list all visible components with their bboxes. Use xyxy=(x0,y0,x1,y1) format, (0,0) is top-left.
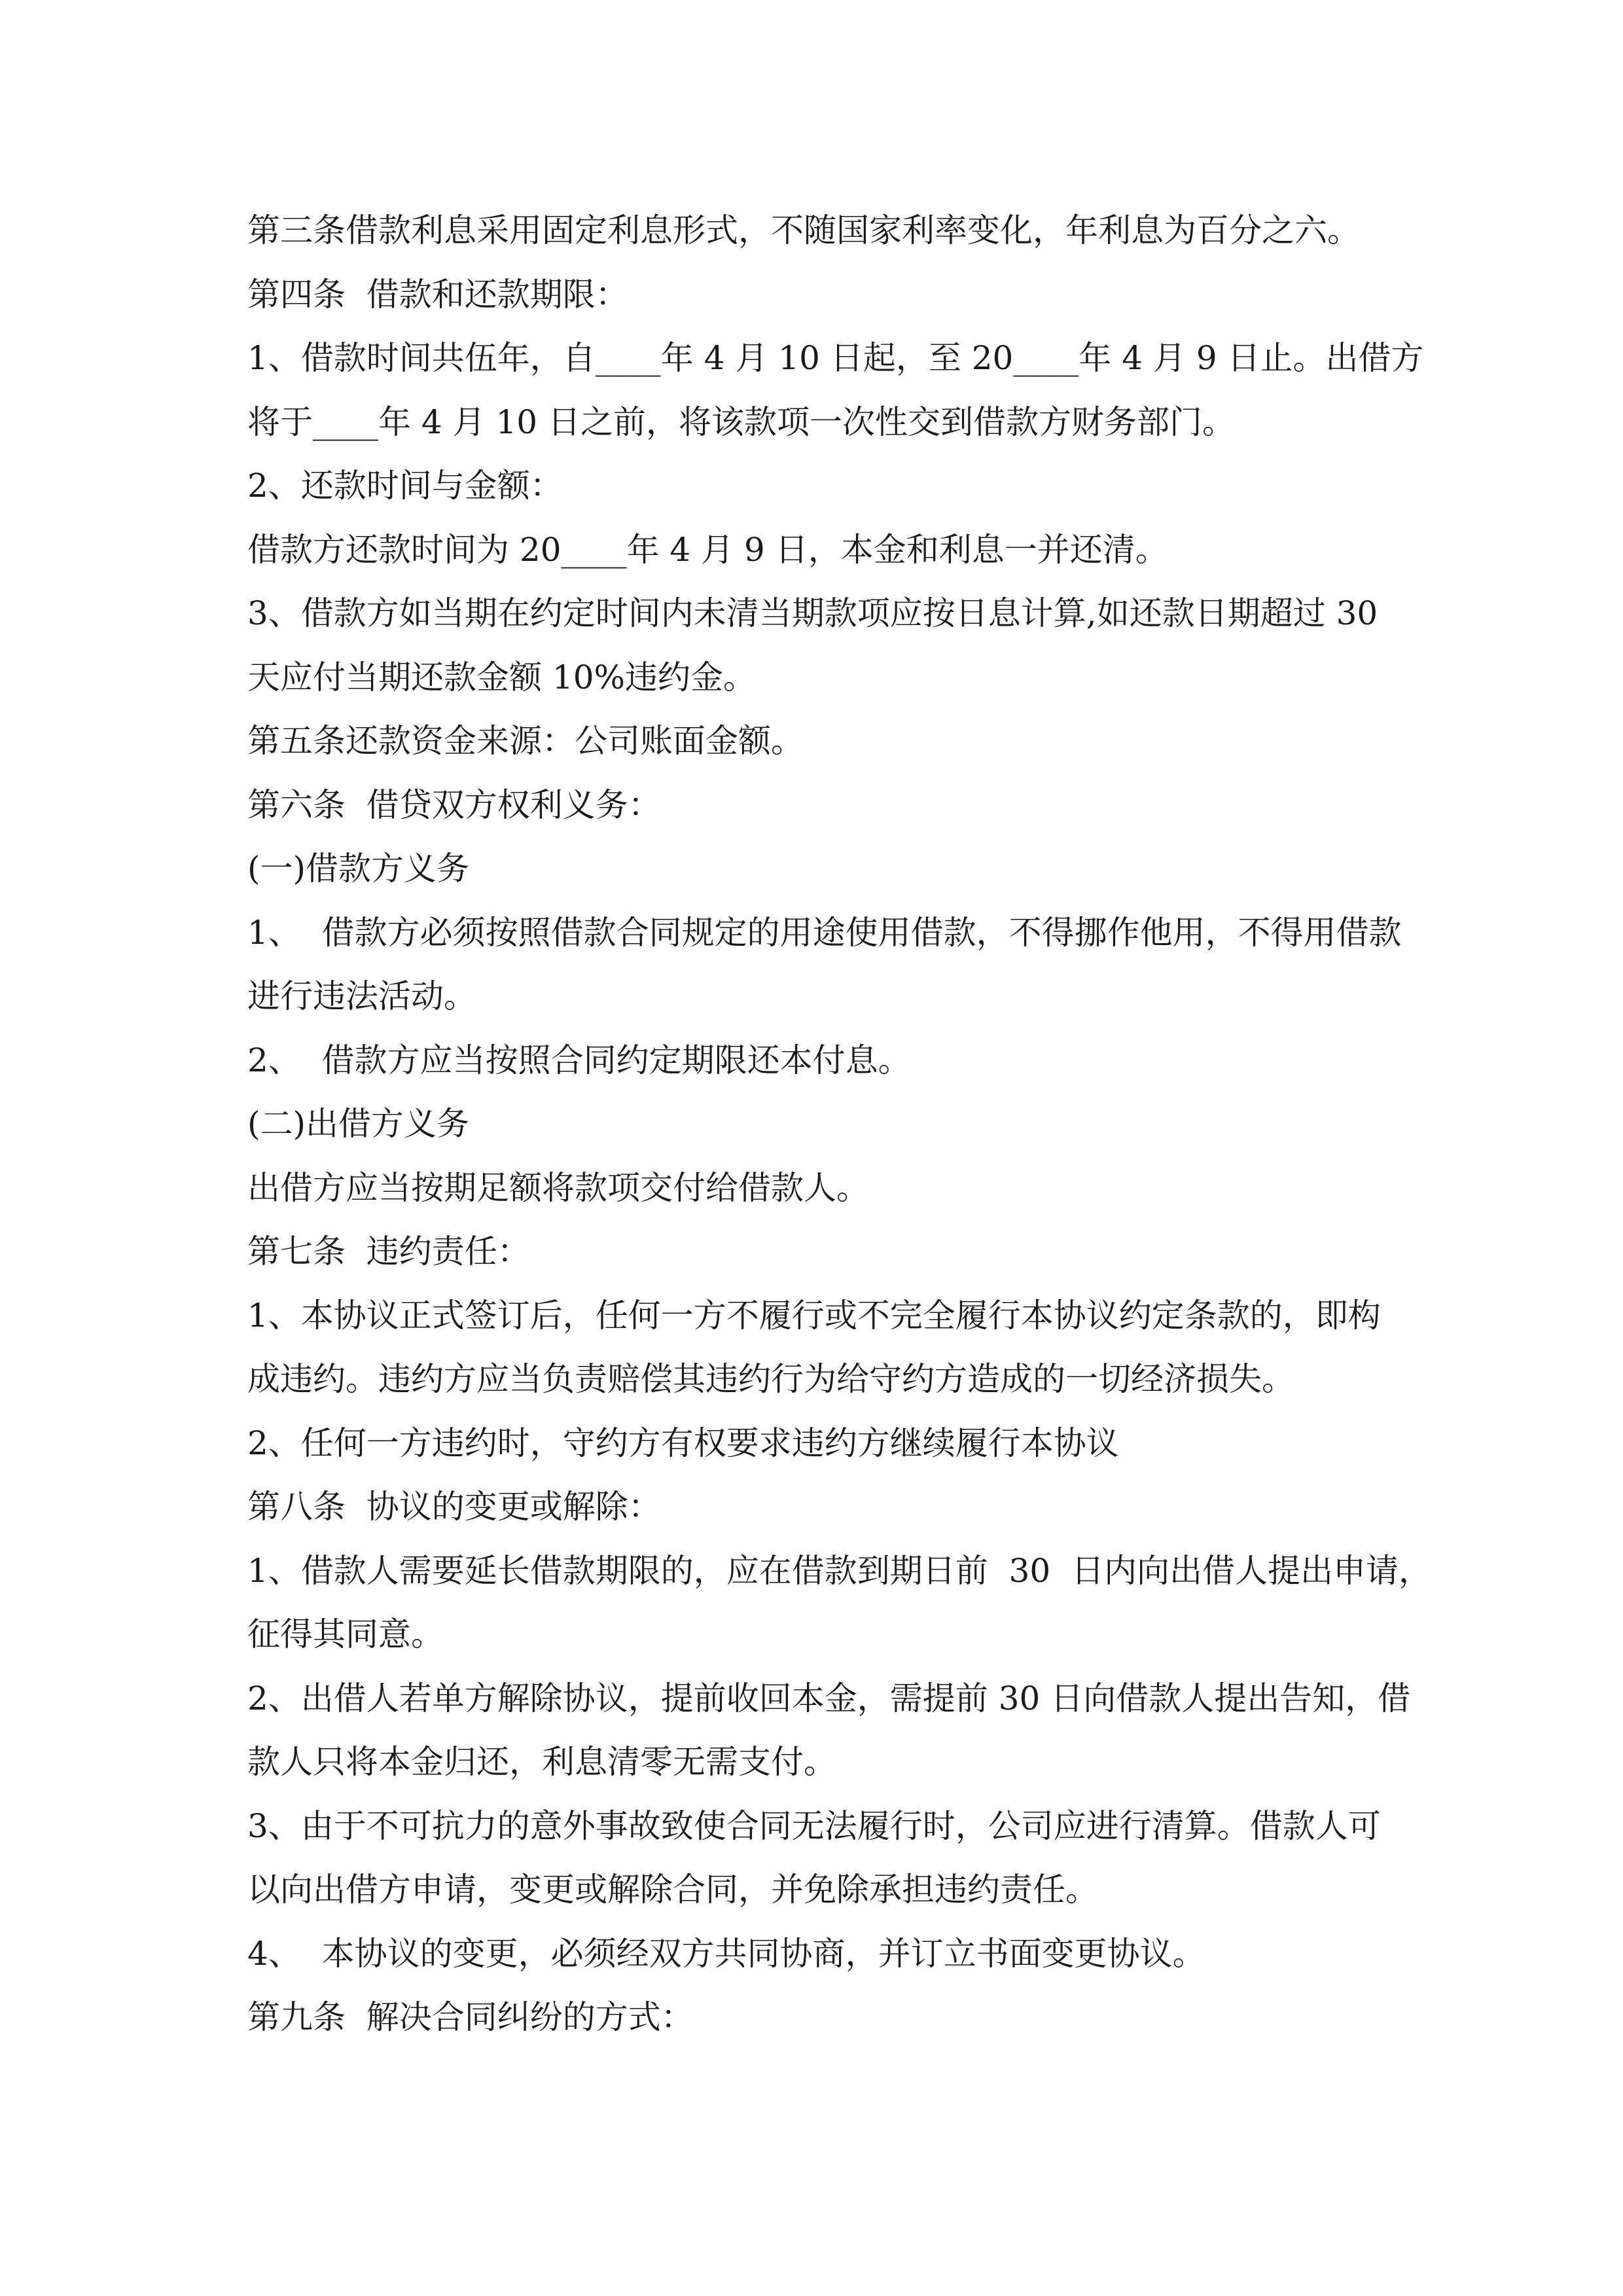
text-line: 第六条 借贷双方权利义务： xyxy=(247,785,661,824)
text-line: 借款方还款时间为 20____年 4 月 9 日，本金和利息一并还清。 xyxy=(247,530,1168,569)
text-line: 将于____年 4 月 10 日之前，将该款项一次性交到借款方财务部门。 xyxy=(247,403,1236,441)
text-line: 征得其同意。 xyxy=(247,1615,444,1653)
text-line: 第三条借款利息采用固定利息形式，不随国家利率变化，年利息为百分之六。 xyxy=(247,211,1360,249)
text-line: 第九条 解决合同纠纷的方式： xyxy=(247,1998,694,2036)
text-line: 出借方应当按期足额将款项交付给借款人。 xyxy=(247,1168,869,1207)
text-line: (一)借款方义务 xyxy=(247,850,470,888)
text-line: 2、还款时间与金额： xyxy=(247,467,563,505)
text-line: 4、 本协议的变更，必须经双方共同协商，并订立书面变更协议。 xyxy=(247,1934,1205,1973)
text-line: 第七条 违约责任： xyxy=(247,1232,530,1270)
text-line: 1、借款人需要延长借款期限的，应在借款到期日前 30 日内向出借人提出申请， xyxy=(247,1551,1432,1590)
text-line: 以向出借方申请，变更或解除合同，并免除承担违约责任。 xyxy=(247,1871,1098,1909)
text-line: 第八条 协议的变更或解除： xyxy=(247,1488,661,1526)
text-line: 款人只将本金归还，利息清零无需支付。 xyxy=(247,1743,836,1781)
text-line: 1、 借款方必须按照借款合同规定的用途使用借款，不得挪作他用，不得用借款 xyxy=(247,913,1402,952)
text-line: 2、 借款方应当按照合同约定期限还本付息。 xyxy=(247,1041,911,1079)
text-line: 2、出借人若单方解除协议，提前收回本金，需提前 30 日向借款人提出告知，借 xyxy=(247,1679,1411,1717)
text-line: 第五条还款资金来源：公司账面金额。 xyxy=(247,722,804,760)
text-line: 进行违法活动。 xyxy=(247,977,476,1015)
text-line: 1、本协议正式签订后，任何一方不履行或不完全履行本协议约定条款的，即构 xyxy=(247,1296,1381,1335)
text-line: 成违约。违约方应当负责赔偿其违约行为给守约方造成的一切经济损失。 xyxy=(247,1360,1294,1398)
text-line: 1、借款时间共伍年，自____年 4 月 10 日起，至 20____年 4 月 9 日止。出借方 xyxy=(247,339,1424,377)
document-body xyxy=(247,199,1432,2050)
text-line: 3、由于不可抗力的意外事故致使合同无法履行时，公司应进行清算。借款人可 xyxy=(247,1806,1381,1845)
text-line: (二)出借方义务 xyxy=(247,1105,470,1143)
text-line: 3、借款方如当期在约定时间内未清当期款项应按日息计算,如还款日期超过 30 xyxy=(247,594,1378,632)
text-line: 第四条 借款和还款期限： xyxy=(247,275,628,314)
text-line: 天应付当期还款金额 10%违约金。 xyxy=(247,658,757,696)
text-line: 2、任何一方违约时，守约方有权要求违约方继续履行本协议 xyxy=(247,1424,1119,1462)
